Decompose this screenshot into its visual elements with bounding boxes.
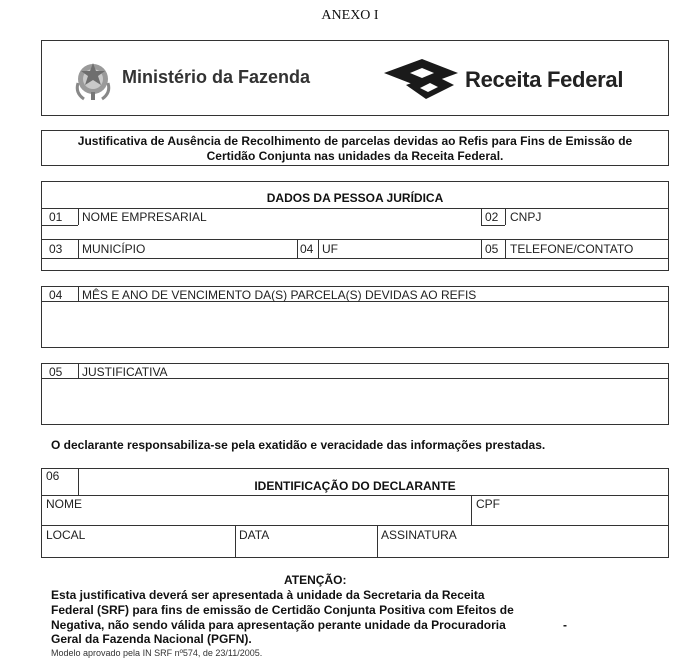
divider: [377, 525, 378, 558]
divider: [505, 239, 506, 258]
company-name-field[interactable]: NOME EMPRESARIAL: [82, 210, 207, 224]
attention-text-line3: Negativa, não sendo válida para apresentação perante unidade da Procuradoria: [51, 618, 506, 632]
due-date-label: MÊS E ANO DE VENCIMENTO DA(S) PARCELA(S) DEVIDAS AO REFIS: [82, 288, 477, 302]
signature-field[interactable]: ASSINATURA: [381, 528, 457, 542]
document-title-line1: Justificativa de Ausência de Recolhimento de parcelas devidas ao Refis para Fins de Emissão de: [77, 134, 633, 148]
field-05-number: 05: [485, 242, 499, 256]
divider: [297, 239, 298, 258]
divider: [41, 225, 78, 226]
divider: [41, 495, 669, 496]
cnpj-field[interactable]: CNPJ: [510, 210, 542, 224]
municipality-field[interactable]: MUNICÍPIO: [82, 242, 146, 256]
divider: [78, 208, 79, 225]
state-field[interactable]: UF: [322, 242, 338, 256]
divider: [41, 208, 669, 209]
divider: [505, 208, 506, 225]
attention-text-line2: Federal (SRF) para fins de emissão de Certidão Conjunta Positiva com Efeitos de: [51, 603, 514, 617]
coat-of-arms-icon: [72, 59, 114, 103]
divider: [235, 525, 236, 558]
attention-line3-hyphen: -: [563, 618, 567, 632]
section-05-number: 05: [49, 365, 63, 379]
justification-label: JUSTIFICATIVA: [82, 365, 168, 379]
declarant-cpf-field[interactable]: CPF: [476, 497, 500, 511]
declarant-identification-box: [41, 468, 669, 558]
declarant-name-field[interactable]: NOME: [46, 497, 82, 511]
divider: [78, 286, 79, 301]
field-02-number: 02: [485, 210, 499, 224]
header-box: [41, 40, 669, 116]
divider: [41, 239, 669, 240]
model-approval-footnote: Modelo aprovado pela IN SRF nº574, de 23/11/2005.: [51, 648, 263, 658]
declarant-section-title: IDENTIFICAÇÃO DO DECLARANTE: [254, 479, 456, 493]
section-04-number: 04: [49, 288, 63, 302]
location-field[interactable]: LOCAL: [46, 528, 86, 542]
document-title-line2: Certidão Conjunta nas unidades da Receita Federal.: [206, 149, 504, 163]
attention-text-line1: Esta justificativa deverá ser apresentada à unidade da Secretaria da Receita: [51, 588, 485, 602]
annex-title: ANEXO I: [321, 8, 379, 23]
agency-name: Receita Federal: [465, 67, 624, 92]
section-06-number: 06: [46, 469, 60, 483]
ministry-name: Ministério da Fazenda: [122, 67, 311, 87]
field-03-number: 03: [49, 242, 63, 256]
date-field[interactable]: DATA: [239, 528, 270, 542]
attention-text-line4: Geral da Fazenda Nacional (PGFN).: [51, 632, 252, 646]
divider: [78, 239, 79, 258]
declaration-statement: O declarante responsabiliza-se pela exatidão e veracidade das informações prestadas.: [51, 438, 546, 452]
field-01-number: 01: [49, 210, 63, 224]
divider: [471, 495, 472, 525]
divider: [41, 525, 669, 526]
legal-entity-section-title: DADOS DA PESSOA JURÍDICA: [266, 191, 444, 205]
receita-federal-logo-icon: [376, 55, 466, 105]
divider: [78, 363, 79, 378]
field-04-number: 04: [300, 242, 314, 256]
document-title-box: [41, 130, 669, 166]
divider: [318, 239, 319, 258]
divider: [481, 225, 505, 226]
divider: [78, 468, 79, 495]
divider: [41, 258, 669, 259]
divider: [481, 208, 482, 225]
phone-contact-field[interactable]: TELEFONE/CONTATO: [510, 242, 634, 256]
attention-title: ATENÇÃO:: [284, 573, 347, 587]
divider: [481, 239, 482, 258]
